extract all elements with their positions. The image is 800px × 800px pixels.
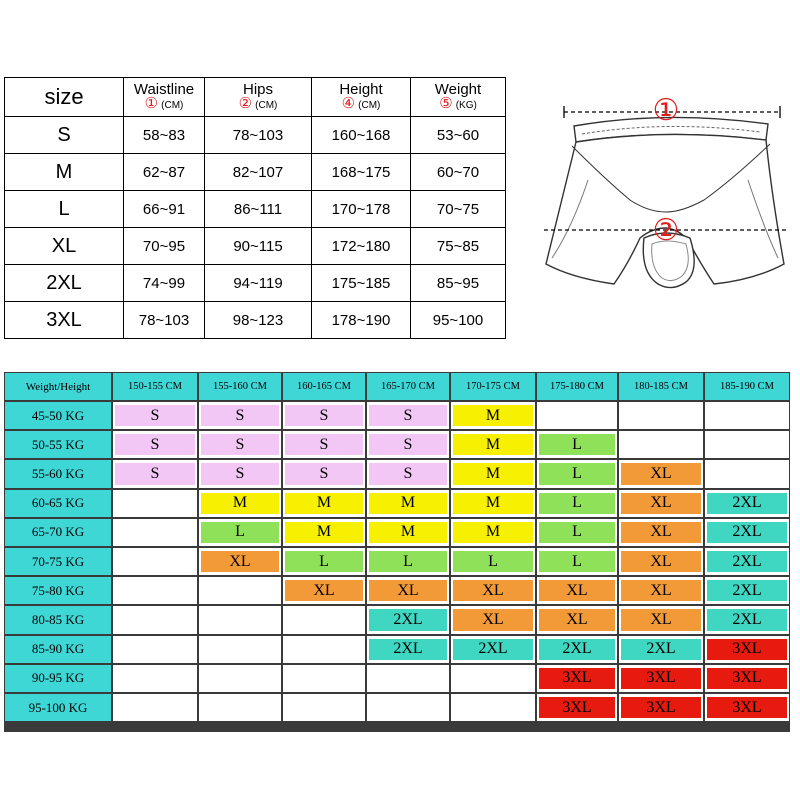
header-hips-number: ② [238, 95, 253, 112]
empty-cell [113, 490, 197, 517]
empty-cell [283, 606, 365, 633]
hips-cell: 86~111 [205, 191, 312, 228]
size-cell-3xl: 3XL [539, 668, 615, 689]
size-cell-l: L [539, 463, 615, 484]
weight-cell: 60~70 [411, 154, 506, 191]
weight-header: 70-75 KG [5, 548, 111, 575]
height-header: 160-165 CM [283, 373, 365, 400]
size-cell-l: L [453, 551, 533, 572]
empty-cell [537, 402, 617, 429]
size-cell-3xl: 3XL [621, 668, 701, 689]
weight-cell: 53~60 [411, 117, 506, 154]
weight-header: 90-95 KG [5, 665, 111, 692]
height-cell: 160~168 [312, 117, 411, 154]
header-hips [205, 78, 312, 117]
empty-cell [113, 636, 197, 663]
size-cell-2xl: 2XL [621, 639, 701, 660]
height-header: 175-180 CM [537, 373, 617, 400]
waist-cell: 78~103 [124, 302, 205, 339]
size-cell-m: M [453, 463, 533, 484]
header-weight-unit: (KG) [455, 100, 477, 111]
weight-cell: 70~75 [411, 191, 506, 228]
hips-cell: 94~119 [205, 265, 312, 302]
waist-cell: 62~87 [124, 154, 205, 191]
header-waistline-number: ① [144, 95, 159, 112]
size-cell-3xl: 3XL [707, 639, 787, 660]
table-row [5, 191, 506, 228]
empty-cell [113, 548, 197, 575]
size-cell-m: M [369, 522, 447, 543]
waist-cell: 74~99 [124, 265, 205, 302]
size-cell-2xl: 2XL [707, 609, 787, 630]
height-header: 185-190 CM [705, 373, 789, 400]
size-cell-xl: XL [621, 463, 701, 484]
size-cell-s: S [115, 434, 195, 455]
empty-cell [283, 636, 365, 663]
height-header: 155-160 CM [199, 373, 281, 400]
empty-cell [113, 694, 197, 721]
height-header: 170-175 CM [451, 373, 535, 400]
size-cell-m: M [285, 493, 363, 514]
size-cell: XL [5, 228, 124, 265]
table-row [5, 154, 506, 191]
size-cell-l: L [201, 522, 279, 543]
header-hips-title: Hips [242, 81, 273, 98]
size-cell-m: M [453, 493, 533, 514]
size-cell-xl: XL [453, 580, 533, 601]
header-height-unit: (CM) [358, 100, 381, 111]
empty-cell [199, 577, 281, 604]
empty-cell [199, 606, 281, 633]
size-cell-m: M [453, 405, 533, 426]
size-cell-2xl: 2XL [369, 609, 447, 630]
size-cell-s: S [369, 405, 447, 426]
height-cell: 172~180 [312, 228, 411, 265]
height-header: 150-155 CM [113, 373, 197, 400]
table-row [5, 117, 506, 154]
empty-cell [199, 636, 281, 663]
height-cell: 168~175 [312, 154, 411, 191]
size-cell-xl: XL [539, 580, 615, 601]
empty-cell [705, 431, 789, 458]
empty-cell [283, 665, 365, 692]
empty-cell [113, 665, 197, 692]
waist-cell: 70~95 [124, 228, 205, 265]
size-cell-xl: XL [621, 609, 701, 630]
size-cell-2xl: 2XL [369, 639, 447, 660]
size-cell-m: M [453, 434, 533, 455]
shorts-illustration [532, 88, 792, 300]
empty-cell [451, 694, 535, 721]
header-height-number: ④ [341, 95, 356, 112]
header-waistline-unit: (CM) [161, 100, 184, 111]
header-height [312, 78, 411, 117]
size-cell-2xl: 2XL [707, 522, 787, 543]
weight-header: 60-65 KG [5, 490, 111, 517]
empty-cell [619, 402, 703, 429]
header-waistline [124, 78, 205, 117]
height-header: 165-170 CM [367, 373, 449, 400]
empty-cell [451, 665, 535, 692]
size-cell-l: L [369, 551, 447, 572]
height-header: 180-185 CM [619, 373, 703, 400]
size-cell: M [5, 154, 124, 191]
weight-cell: 85~95 [411, 265, 506, 302]
table-row [5, 265, 506, 302]
weight-header: 55-60 KG [5, 460, 111, 487]
weight-header: 85-90 KG [5, 636, 111, 663]
size-cell-m: M [453, 522, 533, 543]
size-cell-xl: XL [369, 580, 447, 601]
weight-header: 45-50 KG [5, 402, 111, 429]
size-cell-m: M [201, 493, 279, 514]
size-cell-l: L [285, 551, 363, 572]
size-cell-s: S [369, 434, 447, 455]
size-cell-m: M [369, 493, 447, 514]
size-cell-l: L [539, 522, 615, 543]
size-cell-xl: XL [621, 493, 701, 514]
size-cell-2xl: 2XL [707, 580, 787, 601]
size-cell-xl: XL [621, 551, 701, 572]
waist-cell: 66~91 [124, 191, 205, 228]
hips-cell: 90~115 [205, 228, 312, 265]
corner-header: Weight/Height [5, 373, 111, 400]
weight-header: 65-70 KG [5, 519, 111, 546]
size-cell-xl: XL [285, 580, 363, 601]
size-cell-3xl: 3XL [707, 697, 787, 718]
weight-header: 95-100 KG [5, 694, 111, 721]
diagram-label-2: ② [652, 213, 680, 248]
size-cell-3xl: 3XL [707, 668, 787, 689]
header-weight [411, 78, 506, 117]
size-cell-s: S [369, 463, 447, 484]
hips-cell: 82~107 [205, 154, 312, 191]
empty-cell [199, 665, 281, 692]
header-size: size [5, 78, 124, 117]
header-waistline-title: Waistline [133, 81, 195, 98]
size-cell-l: L [539, 493, 615, 514]
empty-cell [705, 402, 789, 429]
size-cell-xl: XL [621, 522, 701, 543]
size-cell-l: L [539, 551, 615, 572]
size-cell: L [5, 191, 124, 228]
size-cell-2xl: 2XL [707, 493, 787, 514]
hips-cell: 98~123 [205, 302, 312, 339]
header-weight-number: ⑤ [439, 95, 453, 112]
table-row [5, 228, 506, 265]
weight-cell: 95~100 [411, 302, 506, 339]
header-hips-unit: (CM) [255, 100, 278, 111]
height-cell: 170~178 [312, 191, 411, 228]
empty-cell [199, 694, 281, 721]
empty-cell [367, 694, 449, 721]
empty-cell [113, 577, 197, 604]
size-cell-m: M [285, 522, 363, 543]
size-cell-s: S [115, 405, 195, 426]
hips-cell: 78~103 [205, 117, 312, 154]
size-table-header-row [5, 78, 506, 117]
size-cell-2xl: 2XL [707, 551, 787, 572]
diagram-label-1: ① [652, 93, 680, 128]
size-cell-xl: XL [453, 609, 533, 630]
size-cell-s: S [201, 434, 279, 455]
empty-cell [283, 694, 365, 721]
empty-cell [705, 460, 789, 487]
weight-header: 75-80 KG [5, 577, 111, 604]
size-cell-s: S [201, 405, 279, 426]
size-chart-grid [4, 372, 790, 732]
weight-cell: 75~85 [411, 228, 506, 265]
weight-header: 80-85 KG [5, 606, 111, 633]
size-cell-s: S [201, 463, 279, 484]
size-cell-xl: XL [201, 551, 279, 572]
size-cell-xl: XL [621, 580, 701, 601]
size-cell: S [5, 117, 124, 154]
size-cell-3xl: 3XL [621, 697, 701, 718]
empty-cell [367, 665, 449, 692]
size-cell-3xl: 3XL [539, 697, 615, 718]
shorts-measurement-diagram [532, 88, 792, 300]
size-cell-s: S [285, 434, 363, 455]
size-cell-2xl: 2XL [453, 639, 533, 660]
size-cell-s: S [285, 463, 363, 484]
size-cell-s: S [115, 463, 195, 484]
table-row [5, 302, 506, 339]
size-cell-l: L [539, 434, 615, 455]
size-cell-s: S [285, 405, 363, 426]
header-weight-title: Weight [434, 81, 482, 98]
empty-cell [619, 431, 703, 458]
size-table [4, 77, 506, 339]
size-cell-xl: XL [539, 609, 615, 630]
size-cell-2xl: 2XL [539, 639, 615, 660]
waist-cell: 58~83 [124, 117, 205, 154]
header-height-title: Height [339, 81, 383, 98]
height-cell: 175~185 [312, 265, 411, 302]
size-cell: 2XL [5, 265, 124, 302]
size-cell: 3XL [5, 302, 124, 339]
empty-cell [113, 606, 197, 633]
height-cell: 178~190 [312, 302, 411, 339]
weight-header: 50-55 KG [5, 431, 111, 458]
empty-cell [113, 519, 197, 546]
